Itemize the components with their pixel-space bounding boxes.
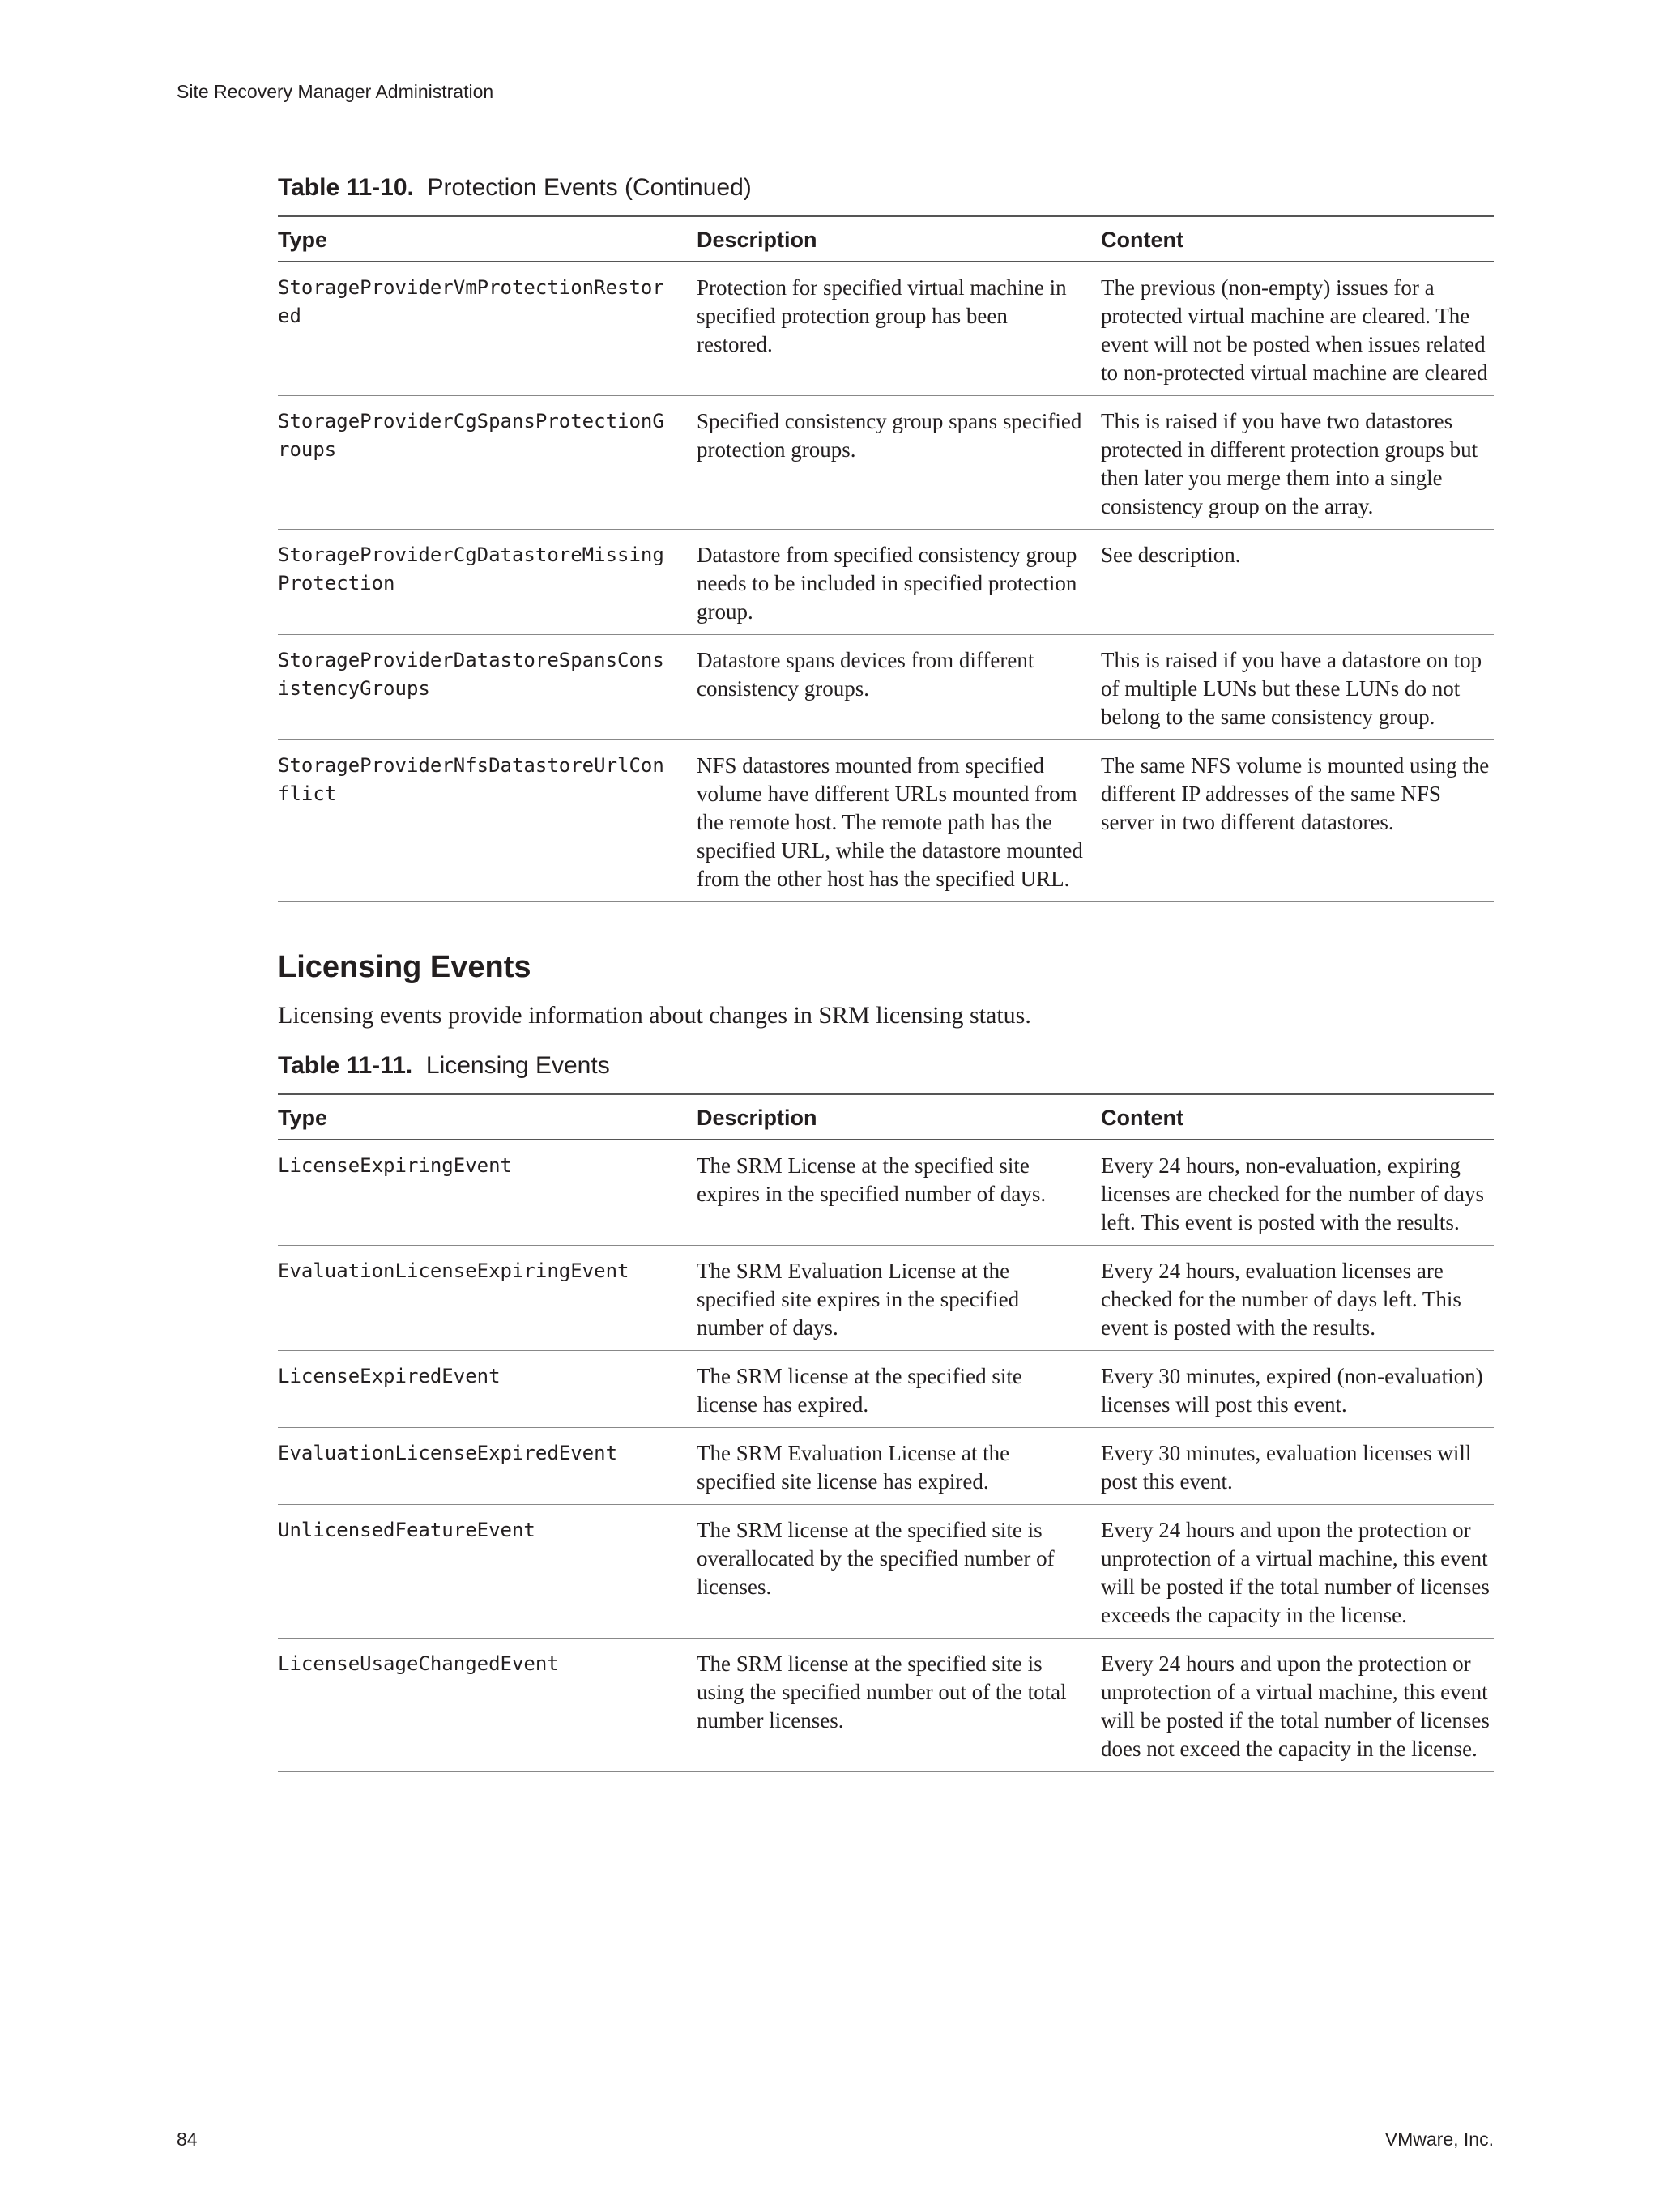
column-header-description: Description <box>697 216 1101 262</box>
column-header-type: Type <box>278 216 697 262</box>
column-header-content: Content <box>1101 1094 1494 1140</box>
table-row <box>278 1428 1494 1505</box>
event-description-cell: Protection for specified virtual machine in specified protection group has been restored. <box>697 262 1101 396</box>
section-intro-paragraph: Licensing events provide information about changes in SRM licensing status. <box>278 1002 1031 1029</box>
table-row <box>278 396 1494 530</box>
event-content-cell: Every 24 hours and upon the protection or unprotection of a virtual machine, this event will be posted if the total number of licenses does not exceed the capacity in the license. <box>1101 1639 1494 1772</box>
column-header-type: Type <box>278 1094 697 1140</box>
event-content-cell: Every 24 hours, non-evaluation, expiring licenses are checked for the number of days left. This event is posted with the results. <box>1101 1140 1494 1246</box>
event-type-cell: UnlicensedFeatureEvent <box>278 1505 697 1639</box>
event-type-cell: StorageProviderNfsDatastoreUrlConflict <box>278 740 697 902</box>
event-type-cell: StorageProviderCgSpansProtectionGroups <box>278 396 697 530</box>
table-row <box>278 530 1494 635</box>
event-description-cell: The SRM license at the specified site is using the specified number out of the total number licenses. <box>697 1639 1101 1772</box>
event-type-cell: EvaluationLicenseExpiredEvent <box>278 1428 697 1505</box>
table-header-row <box>278 216 1494 262</box>
event-description-cell: Datastore from specified consistency group needs to be included in specified protection group. <box>697 530 1101 635</box>
event-description-cell: NFS datastores mounted from specified volume have different URLs mounted from the remote host. The remote path has the specified URL, while the datastore mounted from the other host has the specified URL. <box>697 740 1101 902</box>
event-content-cell: This is raised if you have a datastore on top of multiple LUNs but these LUNs do not belong to the same consistency group. <box>1101 635 1494 740</box>
table-caption-number: Table 11-11. <box>278 1052 413 1079</box>
event-content-cell: Every 24 hours, evaluation licenses are checked for the number of days left. This event is posted with the results. <box>1101 1246 1494 1351</box>
column-header-content: Content <box>1101 216 1494 262</box>
event-description-cell: Specified consistency group spans specified protection groups. <box>697 396 1101 530</box>
table-row <box>278 1505 1494 1639</box>
event-type-cell: LicenseUsageChangedEvent <box>278 1639 697 1772</box>
event-type-cell: StorageProviderVmProtectionRestored <box>278 262 697 396</box>
event-description-cell: The SRM Evaluation License at the specified site license has expired. <box>697 1428 1101 1505</box>
table-row <box>278 1140 1494 1246</box>
event-content-cell: Every 24 hours and upon the protection or unprotection of a virtual machine, this event will be posted if the total number of licenses exceeds the capacity in the license. <box>1101 1505 1494 1639</box>
table-row <box>278 635 1494 740</box>
page-content <box>278 172 1494 1772</box>
table-caption <box>278 172 1494 204</box>
event-content-cell: See description. <box>1101 530 1494 635</box>
protection-events-table <box>278 215 1494 902</box>
table-row <box>278 1639 1494 1772</box>
event-type-cell: LicenseExpiredEvent <box>278 1351 697 1428</box>
table-caption-title: Protection Events (Continued) <box>427 174 752 201</box>
running-header: Site Recovery Manager Administration <box>177 81 494 102</box>
table-row <box>278 262 1494 396</box>
table-row <box>278 740 1494 902</box>
event-description-cell: The SRM license at the specified site is overallocated by the specified number of licenses. <box>697 1505 1101 1639</box>
footer-company: VMware, Inc. <box>1384 2129 1494 2150</box>
event-type-cell: EvaluationLicenseExpiringEvent <box>278 1246 697 1351</box>
licensing-events-table <box>278 1093 1494 1772</box>
page-number: 84 <box>177 2129 198 2150</box>
column-header-description: Description <box>697 1094 1101 1140</box>
event-type-cell: LicenseExpiringEvent <box>278 1140 697 1246</box>
table-caption-title: Licensing Events <box>425 1052 610 1079</box>
event-content-cell: The previous (non-empty) issues for a protected virtual machine are cleared. The event will not be posted when issues related to non-protected virtual machine are cleared <box>1101 262 1494 396</box>
event-content-cell: The same NFS volume is mounted using the different IP addresses of the same NFS server in two different datastores. <box>1101 740 1494 902</box>
event-content-cell: This is raised if you have two datastores protected in different protection groups but then later you merge them into a single consistency group on the array. <box>1101 396 1494 530</box>
table-caption-number: Table 11-10. <box>278 174 414 201</box>
table-header-row <box>278 1094 1494 1140</box>
event-content-cell: Every 30 minutes, evaluation licenses will post this event. <box>1101 1428 1494 1505</box>
event-description-cell: Datastore spans devices from different consistency groups. <box>697 635 1101 740</box>
event-description-cell: The SRM license at the specified site license has expired. <box>697 1351 1101 1428</box>
table-caption <box>278 1050 1494 1082</box>
event-type-cell: StorageProviderCgDatastoreMissingProtection <box>278 530 697 635</box>
event-content-cell: Every 30 minutes, expired (non-evaluation) licenses will post this event. <box>1101 1351 1494 1428</box>
table-row <box>278 1351 1494 1428</box>
section-heading: Licensing Events <box>278 950 531 984</box>
event-description-cell: The SRM License at the specified site expires in the specified number of days. <box>697 1140 1101 1246</box>
table-row <box>278 1246 1494 1351</box>
event-type-cell: StorageProviderDatastoreSpansConsistencyGroups <box>278 635 697 740</box>
event-description-cell: The SRM Evaluation License at the specified site expires in the specified number of days. <box>697 1246 1101 1351</box>
